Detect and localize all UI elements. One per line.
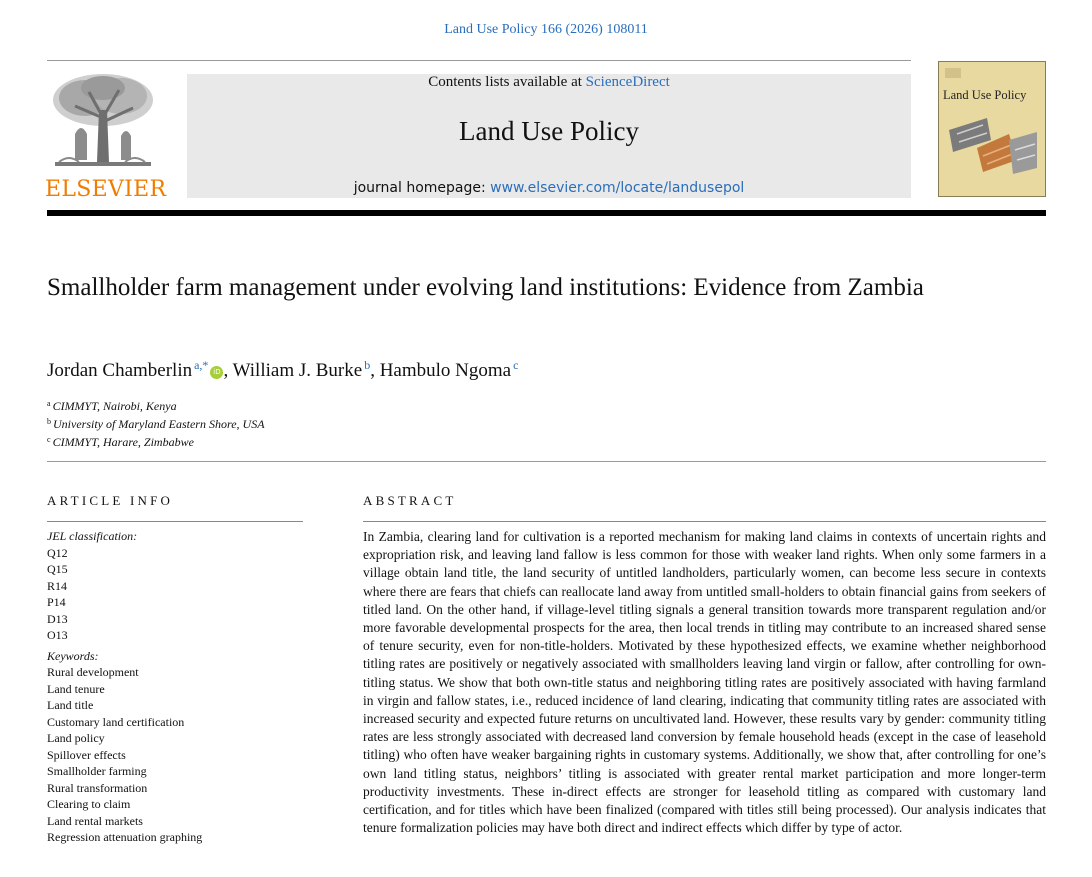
author-name[interactable]: Hambulo Ngoma	[379, 360, 512, 381]
affiliation-text: CIMMYT, Nairobi, Kenya	[52, 399, 177, 413]
keyword-item: Rural transformation	[47, 780, 148, 795]
jel-code: R14	[47, 578, 68, 593]
cover-landscape-image	[947, 112, 1039, 178]
keyword-item: Clearing to claim	[47, 797, 131, 811]
elsevier-logo[interactable]	[45, 70, 167, 202]
jel-code: Q15	[47, 562, 68, 576]
jel-code: O13	[47, 628, 68, 642]
journal-title: Land Use Policy	[459, 116, 639, 146]
keyword-list	[47, 664, 303, 846]
author-affil-marker[interactable]: b	[364, 358, 371, 372]
contents-prefix: Contents lists available at	[428, 74, 586, 90]
keywords-label: Keywords:	[47, 648, 99, 663]
affiliation-item	[47, 396, 265, 414]
article-info-rule	[47, 521, 303, 522]
jel-label: JEL classification:	[47, 529, 138, 543]
keyword-item: Land title	[47, 698, 94, 712]
abstract-rule	[363, 521, 1046, 522]
article-info-heading: ARTICLE INFO	[47, 493, 174, 508]
abstract-heading: ABSTRACT	[363, 493, 457, 508]
journal-citation[interactable]: Land Use Policy 166 (2026) 108011	[444, 22, 648, 37]
jel-code: D13	[47, 611, 68, 626]
orcid-icon[interactable]: iD	[210, 366, 223, 379]
author-separator: ,	[223, 360, 233, 381]
keyword-item: Land policy	[47, 731, 105, 745]
affiliation-item	[47, 414, 265, 432]
homepage-prefix: journal homepage:	[353, 180, 491, 196]
affiliation-key: a	[47, 399, 51, 408]
keyword-item: Rural development	[47, 665, 139, 679]
affiliation-item	[47, 432, 265, 450]
author-name[interactable]: Jordan Chamberlin	[47, 360, 193, 381]
keyword-item: Land tenure	[47, 681, 105, 696]
keyword-item: Spillover effects	[47, 747, 126, 762]
keyword-item: Regression attenuation graphing	[47, 830, 203, 844]
sciencedirect-link[interactable]: ScienceDirect	[585, 74, 670, 90]
author-name[interactable]: William J. Burke	[232, 360, 363, 381]
article-title: Smallholder farm management under evolving land institutions: Evidence from Zambia	[47, 274, 924, 301]
keyword-item: Smallholder farming	[47, 764, 147, 778]
journal-cover[interactable]	[938, 61, 1046, 197]
contents-line	[187, 74, 911, 91]
homepage-line	[187, 180, 911, 196]
article-info-panel	[47, 528, 303, 846]
affiliation-key: b	[47, 417, 51, 426]
cover-title: Land Use Policy	[943, 88, 1027, 102]
homepage-link[interactable]: www.elsevier.com/locate/landusepol	[490, 180, 745, 196]
section-divider	[47, 461, 1046, 462]
keyword-item: Land rental markets	[47, 813, 143, 828]
keyword-item: Customary land certification	[47, 714, 185, 729]
abstract-body: In Zambia, clearing land for cultivation is a reported mechanism for making land claims in contexts of uncertain rights and expropriation risk, and leaving land fallow is less common for those with weaker land rights. When only some farmers in a village obtain land title, the land security of untitled landholders, particularly women, can become less secure in contexts where there are fears that chiefs can reallocate land away from untitled small-holders to obtain financial gains from seekers of titled land. On the other hand, if village-level titling signals a general transition towards more transparent regulation and/or more favorable developmental prospects for the area, then local trends in titling may contribute to an increased shared sense of tenure security, even for non-title-holders. Motivated by these hypothesized effects, we examine whether neighborhood titling rates are positively or negatively associated with smallholders leaving land virgin or fallow, after controlling for own-titling status. We show that both own-title status and neighboring titling rates are positively associated with having farmland in virgin and fallow states, i.e., reduced incidence of land clearing, indicating that community titling rates are associated with increased security and expected future returns on uncultivated land. However, these results vary by gender: community titling rates are less strongly associated with decreased land conversion by female household heads (except in the case of leasehold titling) who often have weaker bargaining rights in customary systems. Additionally, we show that, after controlling for one’s own land titling status, neighbors’ titling is associated with greater rental market participation and more longer-term productivity investments. These in-direct effects are stronger for leasehold titling as compared with customary land certification, and for titles which have been finalized (compared with titles still being processed). Our analysis indicates that tenure formalization policies may have both direct and indirect effects which differ by type of actor.	[363, 529, 1046, 836]
journal-banner	[187, 74, 911, 198]
author-affil-marker[interactable]: c	[513, 358, 519, 372]
publisher-wordmark: ELSEVIER	[45, 177, 167, 202]
jel-code: Q12	[47, 545, 68, 560]
affiliation-text: University of Maryland Eastern Shore, USA	[53, 417, 265, 431]
affiliations	[47, 396, 265, 450]
jel-list	[47, 545, 303, 644]
affiliation-key: c	[47, 435, 51, 444]
author-affil-marker[interactable]: a,*	[194, 358, 209, 372]
header-top-rule	[47, 60, 911, 61]
header-thick-rule	[47, 210, 1046, 216]
cover-mini-logo	[945, 68, 961, 78]
affiliation-text: CIMMYT, Harare, Zimbabwe	[52, 435, 194, 449]
author-separator: ,	[370, 360, 380, 381]
author-line	[47, 358, 518, 382]
jel-code: P14	[47, 595, 66, 609]
elsevier-tree-logo	[45, 70, 161, 178]
